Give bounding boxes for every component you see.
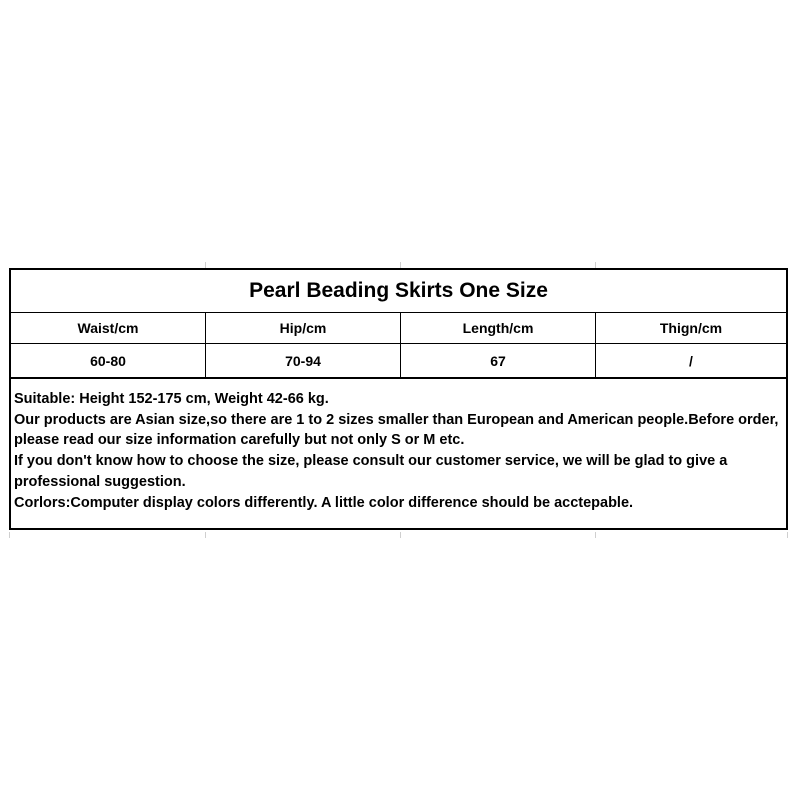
chart-title: Pearl Beading Skirts One Size	[11, 270, 786, 313]
size-notes	[11, 379, 786, 513]
bottom-grid-ticks	[0, 532, 800, 538]
header-hip: Hip/cm	[206, 313, 401, 343]
size-chart	[9, 268, 788, 530]
header-length: Length/cm	[401, 313, 596, 343]
note-suitable: Suitable: Height 152-175 cm, Weight 42-66 kg.	[14, 391, 329, 407]
note-customer-service: If you don't know how to choose the size, please consult our customer service, we will be glad to give a professional suggestion.	[14, 453, 728, 490]
value-hip: 70-94	[206, 344, 401, 377]
header-row	[11, 313, 786, 344]
value-thigh: /	[689, 352, 693, 369]
value-row	[11, 344, 786, 379]
value-length: 67	[401, 344, 596, 377]
header-thigh: Thign/cm	[659, 320, 723, 336]
note-asian-size: Our products are Asian size,so there are 1 to 2 sizes smaller than European and American people.Before order, please read our size information carefully but not only S or M etc.	[14, 411, 779, 449]
header-waist: Waist/cm	[11, 313, 206, 343]
note-colors: Corlors:Computer display colors differently. A little color difference should be acctepable.	[14, 494, 634, 511]
value-waist: 60-80	[11, 344, 206, 377]
